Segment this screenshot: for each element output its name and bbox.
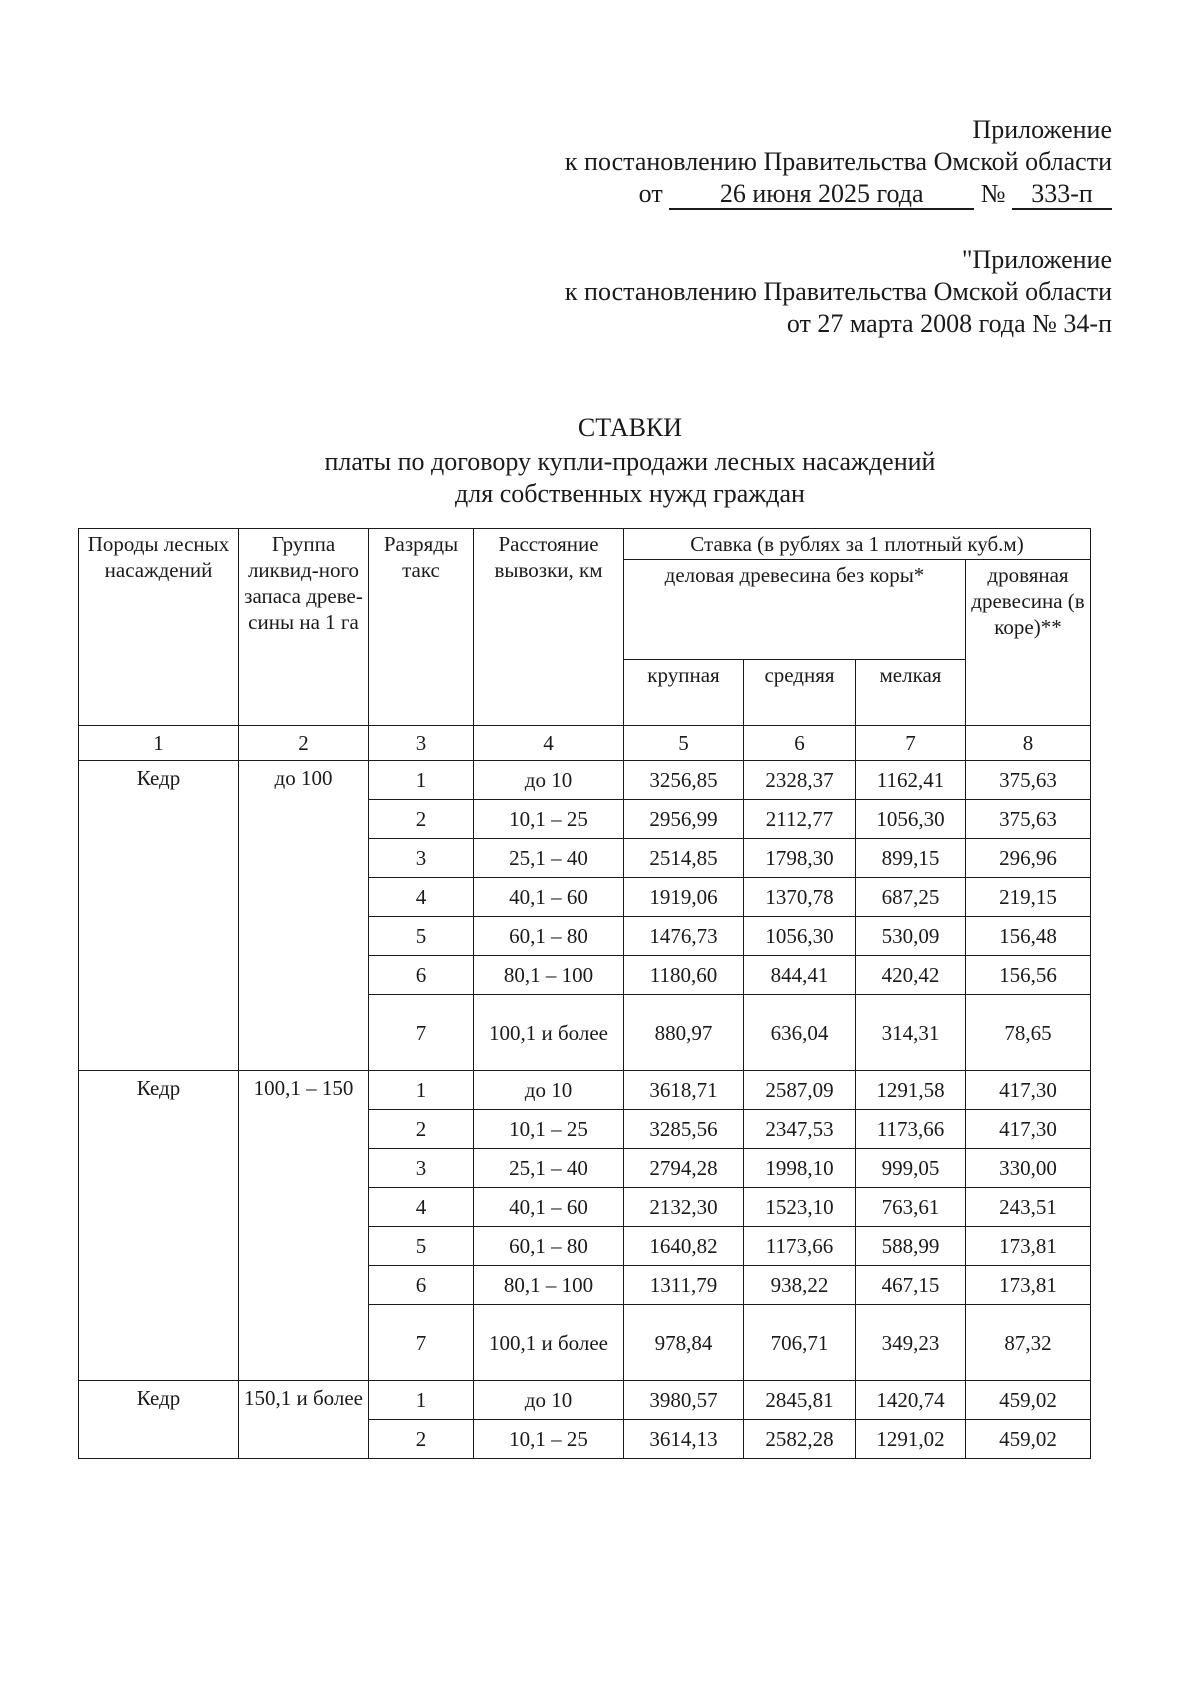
appendix-header xyxy=(565,114,1112,210)
rank-cell: 2 xyxy=(369,1420,474,1459)
rank-cell: 2 xyxy=(369,1110,474,1149)
fuel-rate-cell: 375,63 xyxy=(966,761,1091,800)
resolution-reference: к постановлению Правительства Омской области xyxy=(564,147,1112,176)
col-header-group: Группа ликвид-ного запаса древе-сины на 1 га xyxy=(239,529,369,726)
medium-rate-cell: 2328,37 xyxy=(744,761,856,800)
medium-rate-cell: 706,71 xyxy=(744,1305,856,1381)
large-rate-cell: 1919,06 xyxy=(624,878,744,917)
medium-rate-cell: 2587,09 xyxy=(744,1071,856,1110)
column-number-cell: 5 xyxy=(624,726,744,761)
small-rate-cell: 1420,74 xyxy=(856,1381,966,1420)
group-cell: до 100 xyxy=(239,761,369,1071)
rank-cell: 2 xyxy=(369,800,474,839)
small-rate-cell: 530,09 xyxy=(856,917,966,956)
large-rate-cell: 1476,73 xyxy=(624,917,744,956)
col-header-small: мелкая xyxy=(856,660,966,726)
small-rate-cell: 349,23 xyxy=(856,1305,966,1381)
resolution-date: 26 июня 2025 года xyxy=(669,180,974,210)
large-rate-cell: 1311,79 xyxy=(624,1266,744,1305)
large-rate-cell: 2514,85 xyxy=(624,839,744,878)
large-rate-cell: 1640,82 xyxy=(624,1227,744,1266)
column-number-cell: 6 xyxy=(744,726,856,761)
prior-appendix-label: "Приложение xyxy=(961,245,1112,274)
fuel-rate-cell: 459,02 xyxy=(966,1381,1091,1420)
small-rate-cell: 420,42 xyxy=(856,956,966,995)
resolution-number: 333-п xyxy=(1012,180,1112,210)
medium-rate-cell: 1173,66 xyxy=(744,1227,856,1266)
distance-cell: 25,1 – 40 xyxy=(474,839,624,878)
document-subtitle-line2: для собственных нужд граждан xyxy=(455,479,805,508)
col-header-species: Породы лесных насаждений xyxy=(79,529,239,726)
document-subtitle-line1: платы по договору купли-продажи лесных насаждений xyxy=(324,447,936,476)
small-rate-cell: 1291,58 xyxy=(856,1071,966,1110)
distance-cell: 60,1 – 80 xyxy=(474,917,624,956)
medium-rate-cell: 2112,77 xyxy=(744,800,856,839)
fuel-rate-cell: 219,15 xyxy=(966,878,1091,917)
small-rate-cell: 588,99 xyxy=(856,1227,966,1266)
large-rate-cell: 3256,85 xyxy=(624,761,744,800)
from-label: от xyxy=(638,179,663,208)
distance-cell: до 10 xyxy=(474,761,624,800)
medium-rate-cell: 1370,78 xyxy=(744,878,856,917)
distance-cell: 80,1 – 100 xyxy=(474,956,624,995)
table-row xyxy=(79,1381,1091,1420)
rank-cell: 5 xyxy=(369,917,474,956)
rank-cell: 1 xyxy=(369,1381,474,1420)
large-rate-cell: 3285,56 xyxy=(624,1110,744,1149)
medium-rate-cell: 1798,30 xyxy=(744,839,856,878)
column-number-cell: 2 xyxy=(239,726,369,761)
rank-cell: 7 xyxy=(369,995,474,1071)
col-header-business-wood: деловая древесина без коры* xyxy=(624,560,966,660)
distance-cell: 100,1 и более xyxy=(474,1305,624,1381)
appendix-label: Приложение xyxy=(972,115,1112,144)
rank-cell: 3 xyxy=(369,1149,474,1188)
small-rate-cell: 1056,30 xyxy=(856,800,966,839)
distance-cell: 10,1 – 25 xyxy=(474,800,624,839)
small-rate-cell: 687,25 xyxy=(856,878,966,917)
small-rate-cell: 999,05 xyxy=(856,1149,966,1188)
rank-cell: 1 xyxy=(369,1071,474,1110)
distance-cell: до 10 xyxy=(474,1381,624,1420)
small-rate-cell: 899,15 xyxy=(856,839,966,878)
column-number-row xyxy=(79,726,1091,761)
column-number-cell: 7 xyxy=(856,726,966,761)
col-header-medium: средняя xyxy=(744,660,856,726)
large-rate-cell: 2132,30 xyxy=(624,1188,744,1227)
fuel-rate-cell: 173,81 xyxy=(966,1227,1091,1266)
col-header-rank: Разряды такс xyxy=(369,529,474,726)
distance-cell: 100,1 и более xyxy=(474,995,624,1071)
distance-cell: 25,1 – 40 xyxy=(474,1149,624,1188)
medium-rate-cell: 2582,28 xyxy=(744,1420,856,1459)
fuel-rate-cell: 417,30 xyxy=(966,1071,1091,1110)
table-row xyxy=(79,761,1091,800)
fuel-rate-cell: 87,32 xyxy=(966,1305,1091,1381)
medium-rate-cell: 1998,10 xyxy=(744,1149,856,1188)
col-header-large: крупная xyxy=(624,660,744,726)
medium-rate-cell: 1523,10 xyxy=(744,1188,856,1227)
prior-resolution-date: от 27 марта 2008 года № 34-п xyxy=(786,309,1112,338)
species-cell: Кедр xyxy=(79,1381,239,1459)
column-number-cell: 4 xyxy=(474,726,624,761)
fuel-rate-cell: 173,81 xyxy=(966,1266,1091,1305)
small-rate-cell: 467,15 xyxy=(856,1266,966,1305)
rank-cell: 7 xyxy=(369,1305,474,1381)
medium-rate-cell: 844,41 xyxy=(744,956,856,995)
distance-cell: 10,1 – 25 xyxy=(474,1110,624,1149)
fuel-rate-cell: 330,00 xyxy=(966,1149,1091,1188)
distance-cell: 40,1 – 60 xyxy=(474,1188,624,1227)
fuel-rate-cell: 156,48 xyxy=(966,917,1091,956)
fuel-rate-cell: 243,51 xyxy=(966,1188,1091,1227)
large-rate-cell: 3614,13 xyxy=(624,1420,744,1459)
rank-cell: 5 xyxy=(369,1227,474,1266)
species-cell: Кедр xyxy=(79,761,239,1071)
column-number-cell: 8 xyxy=(966,726,1091,761)
small-rate-cell: 1173,66 xyxy=(856,1110,966,1149)
large-rate-cell: 3980,57 xyxy=(624,1381,744,1420)
medium-rate-cell: 2347,53 xyxy=(744,1110,856,1149)
large-rate-cell: 978,84 xyxy=(624,1305,744,1381)
column-number-cell: 3 xyxy=(369,726,474,761)
small-rate-cell: 1162,41 xyxy=(856,761,966,800)
col-header-fuel-wood: дровяная древесина (в коре)** xyxy=(966,560,1091,726)
small-rate-cell: 763,61 xyxy=(856,1188,966,1227)
prior-resolution-reference: к постановлению Правительства Омской области xyxy=(564,277,1112,306)
number-label: № xyxy=(980,179,1006,208)
rank-cell: 4 xyxy=(369,878,474,917)
rank-cell: 3 xyxy=(369,839,474,878)
date-number-line xyxy=(565,178,1112,210)
rank-cell: 4 xyxy=(369,1188,474,1227)
table-row xyxy=(79,1071,1091,1110)
medium-rate-cell: 1056,30 xyxy=(744,917,856,956)
fuel-rate-cell: 156,56 xyxy=(966,956,1091,995)
fuel-rate-cell: 417,30 xyxy=(966,1110,1091,1149)
document-title: СТАВКИ xyxy=(577,413,683,442)
rank-cell: 1 xyxy=(369,761,474,800)
distance-cell: 40,1 – 60 xyxy=(474,878,624,917)
rank-cell: 6 xyxy=(369,1266,474,1305)
large-rate-cell: 880,97 xyxy=(624,995,744,1071)
fuel-rate-cell: 459,02 xyxy=(966,1420,1091,1459)
species-cell: Кедр xyxy=(79,1071,239,1381)
medium-rate-cell: 636,04 xyxy=(744,995,856,1071)
fuel-rate-cell: 375,63 xyxy=(966,800,1091,839)
large-rate-cell: 1180,60 xyxy=(624,956,744,995)
col-header-rate: Ставка (в рублях за 1 плотный куб.м) xyxy=(624,529,1091,560)
col-header-distance: Расстояние вывозки, км xyxy=(474,529,624,726)
small-rate-cell: 314,31 xyxy=(856,995,966,1071)
large-rate-cell: 2794,28 xyxy=(624,1149,744,1188)
distance-cell: до 10 xyxy=(474,1071,624,1110)
distance-cell: 10,1 – 25 xyxy=(474,1420,624,1459)
prior-appendix-header xyxy=(565,244,1112,340)
rates-table xyxy=(78,528,1091,1459)
group-cell: 150,1 и более xyxy=(239,1381,369,1459)
distance-cell: 80,1 – 100 xyxy=(474,1266,624,1305)
column-number-cell: 1 xyxy=(79,726,239,761)
group-cell: 100,1 – 150 xyxy=(239,1071,369,1381)
medium-rate-cell: 2845,81 xyxy=(744,1381,856,1420)
medium-rate-cell: 938,22 xyxy=(744,1266,856,1305)
rank-cell: 6 xyxy=(369,956,474,995)
fuel-rate-cell: 78,65 xyxy=(966,995,1091,1071)
fuel-rate-cell: 296,96 xyxy=(966,839,1091,878)
large-rate-cell: 3618,71 xyxy=(624,1071,744,1110)
small-rate-cell: 1291,02 xyxy=(856,1420,966,1459)
distance-cell: 60,1 – 80 xyxy=(474,1227,624,1266)
large-rate-cell: 2956,99 xyxy=(624,800,744,839)
